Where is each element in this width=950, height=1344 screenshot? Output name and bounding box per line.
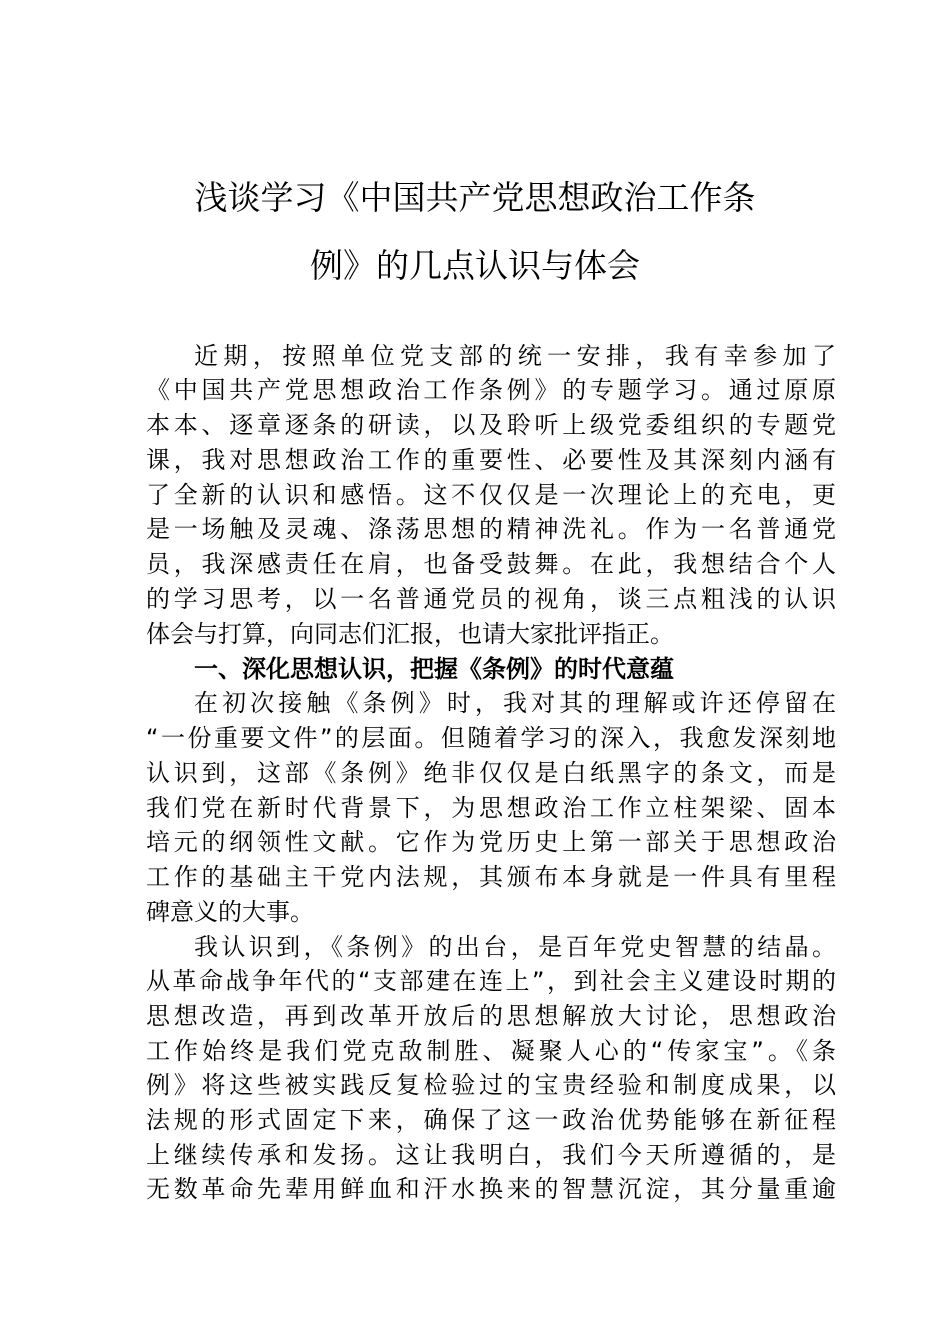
paragraph-2-line: 碑意义的大事。 bbox=[146, 898, 314, 926]
paragraph-2-line: 培元的纲领性文献。它作为党历史上第一部关于思想政治 bbox=[146, 828, 836, 856]
paragraph-1-line: 《中国共产党思想政治工作条例》的专题学习。通过原原 bbox=[146, 376, 836, 404]
document-title-line-2: 例》的几点认识与体会 bbox=[310, 246, 640, 285]
paragraph-1-line: 的学习思考，以一名普通党员的视角，谈三点粗浅的认识 bbox=[146, 585, 836, 613]
paragraph-1-line: 体会与打算，向同志们汇报，也请大家批评指正。 bbox=[146, 620, 674, 648]
paragraph-1-line: 课，我对思想政治工作的重要性、必要性及其深刻内涵有 bbox=[146, 446, 836, 474]
paragraph-3-line: 例》将这些被实践反复检验过的宝贵经验和制度成果，以 bbox=[146, 1071, 836, 1099]
paragraph-2-line: 工作的基础主干党内法规，其颁布本身就是一件具有里程 bbox=[146, 863, 836, 891]
paragraph-3-line: 我认识到，《条例》的出台，是百年党史智慧的结晶。 bbox=[194, 933, 836, 961]
paragraph-2-line: 我们党在新时代背景下，为思想政治工作立柱架梁、固本 bbox=[146, 794, 836, 822]
paragraph-2-line: “一份重要文件”的层面。但随着学习的深入，我愈发深刻地 bbox=[146, 724, 836, 752]
paragraph-1-line: 是一场触及灵魂、涤荡思想的精神洗礼。作为一名普通党 bbox=[146, 515, 836, 543]
paragraph-2-line: 在初次接触《条例》时，我对其的理解或许还停留在 bbox=[194, 689, 836, 717]
document-title-line-1: 浅谈学习《中国共产党思想政治工作条 bbox=[194, 178, 756, 217]
paragraph-3-line: 工作始终是我们党克敌制胜、凝聚人心的“传家宝”。《条 bbox=[146, 1037, 836, 1065]
paragraph-1-line: 了全新的认识和感悟。这不仅仅是一次理论上的充电，更 bbox=[146, 481, 836, 509]
paragraph-3-line: 思想改造，再到改革开放后的思想解放大讨论，思想政治 bbox=[146, 1002, 836, 1030]
section-heading-1: 一、深化思想认识，把握《条例》的时代意蕴 bbox=[194, 655, 674, 683]
paragraph-2-line: 认识到，这部《条例》绝非仅仅是白纸黑字的条文，而是 bbox=[146, 759, 836, 787]
paragraph-1-line: 员，我深感责任在肩，也备受鼓舞。在此，我想结合个人 bbox=[146, 550, 836, 578]
paragraph-1-line: 近期，按照单位党支部的统一安排，我有幸参加了 bbox=[194, 342, 836, 370]
paragraph-1-line: 本本、逐章逐条的研读，以及聆听上级党委组织的专题党 bbox=[146, 411, 836, 439]
paragraph-3-line: 法规的形式固定下来，确保了这一政治优势能够在新征程 bbox=[146, 1106, 836, 1134]
paragraph-3-line: 从革命战争年代的“支部建在连上”，到社会主义建设时期的 bbox=[146, 967, 836, 995]
paragraph-3-line: 上继续传承和发扬。这让我明白，我们今天所遵循的，是 bbox=[146, 1141, 836, 1169]
paragraph-3-line: 无数革命先辈用鲜血和汗水换来的智慧沉淀，其分量重逾 bbox=[146, 1175, 836, 1203]
